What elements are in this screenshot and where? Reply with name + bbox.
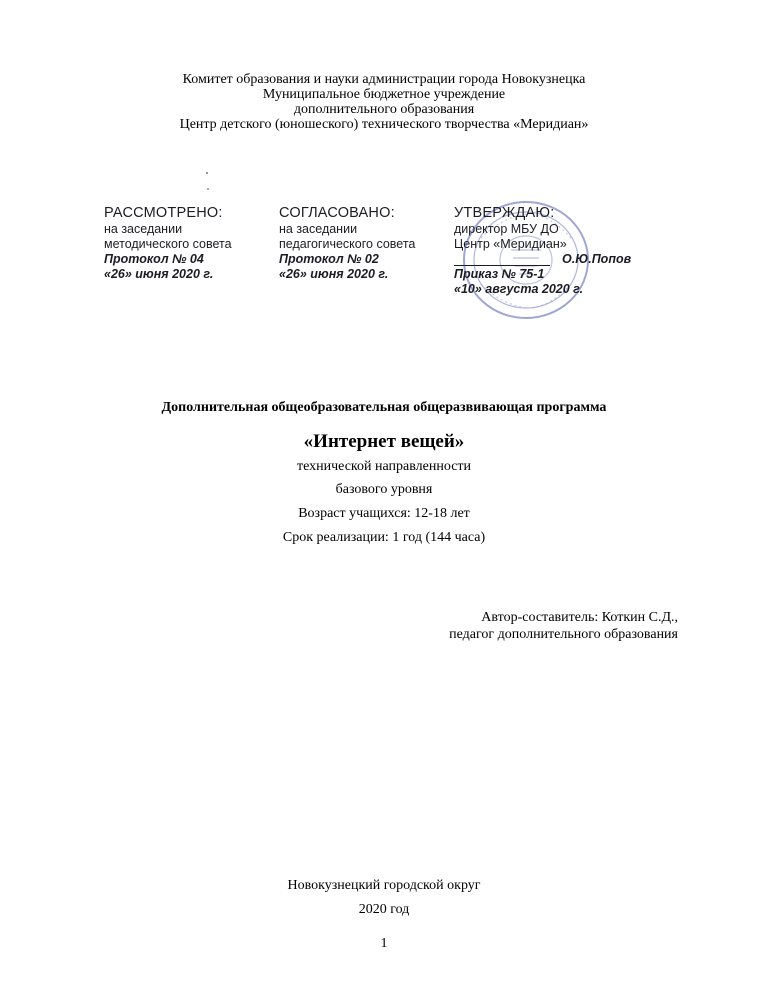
approved-line2: Центр «Меридиан» (454, 237, 567, 251)
program-direction: технической направленности (296, 459, 472, 474)
header-line-education: дополнительного образования (293, 102, 475, 117)
approved-date: «10» августа 2020 г. (454, 282, 584, 296)
approval-agreed (279, 205, 415, 282)
footer-year: 2020 год (358, 902, 410, 917)
approved-line1: директор МБУ ДО (454, 222, 559, 236)
agreed-heading: СОГЛАСОВАНО: (279, 205, 395, 221)
agreed-line1: на заседании (279, 222, 358, 236)
approval-considered (104, 205, 232, 282)
program-duration: Срок реализации: 1 год (144 часа) (282, 530, 486, 545)
approval-approved (454, 205, 632, 297)
agreed-protocol: Протокол № 02 (279, 252, 379, 266)
agreed-line2: педагогического совета (279, 237, 416, 251)
page-number: 1 (380, 936, 388, 951)
header-line-institution: Муниципальное бюджетное учреждение (262, 87, 506, 102)
approved-heading: УТВЕРЖДАЮ: (454, 205, 555, 221)
signature-row (454, 252, 632, 267)
considered-line1: на заседании (104, 222, 183, 236)
agreed-date: «26» июня 2020 г. (279, 267, 389, 281)
considered-date: «26» июня 2020 г. (104, 267, 214, 281)
program-level: базового уровня (335, 482, 433, 497)
footer-city: Новокузнецкий городской округ (287, 878, 481, 893)
approved-signer: О.Ю.Попов (562, 252, 632, 266)
considered-protocol: Протокол № 04 (104, 252, 204, 266)
scan-speck (206, 172, 208, 174)
header-line-center: Центр детского (юношеского) технического творчества «Меридиан» (179, 117, 589, 132)
program-title: «Интернет вещей» (303, 431, 465, 452)
considered-heading: РАССМОТРЕНО: (104, 205, 223, 221)
program-type: Дополнительная общеобразовательная общеразвивающая программа (161, 400, 607, 415)
approved-order: Приказ № 75-1 (454, 267, 545, 281)
program-age: Возраст учащихся: 12-18 лет (298, 506, 470, 521)
signature-line (454, 265, 550, 266)
author-position: педагог дополнительного образования (449, 627, 678, 642)
author-name: Автор-составитель: Коткин С.Д., (481, 610, 678, 625)
header-line-committee: Комитет образования и науки администрации города Новокузнецка (182, 72, 586, 87)
considered-line2: методического совета (104, 237, 232, 251)
scan-speck (207, 188, 209, 190)
